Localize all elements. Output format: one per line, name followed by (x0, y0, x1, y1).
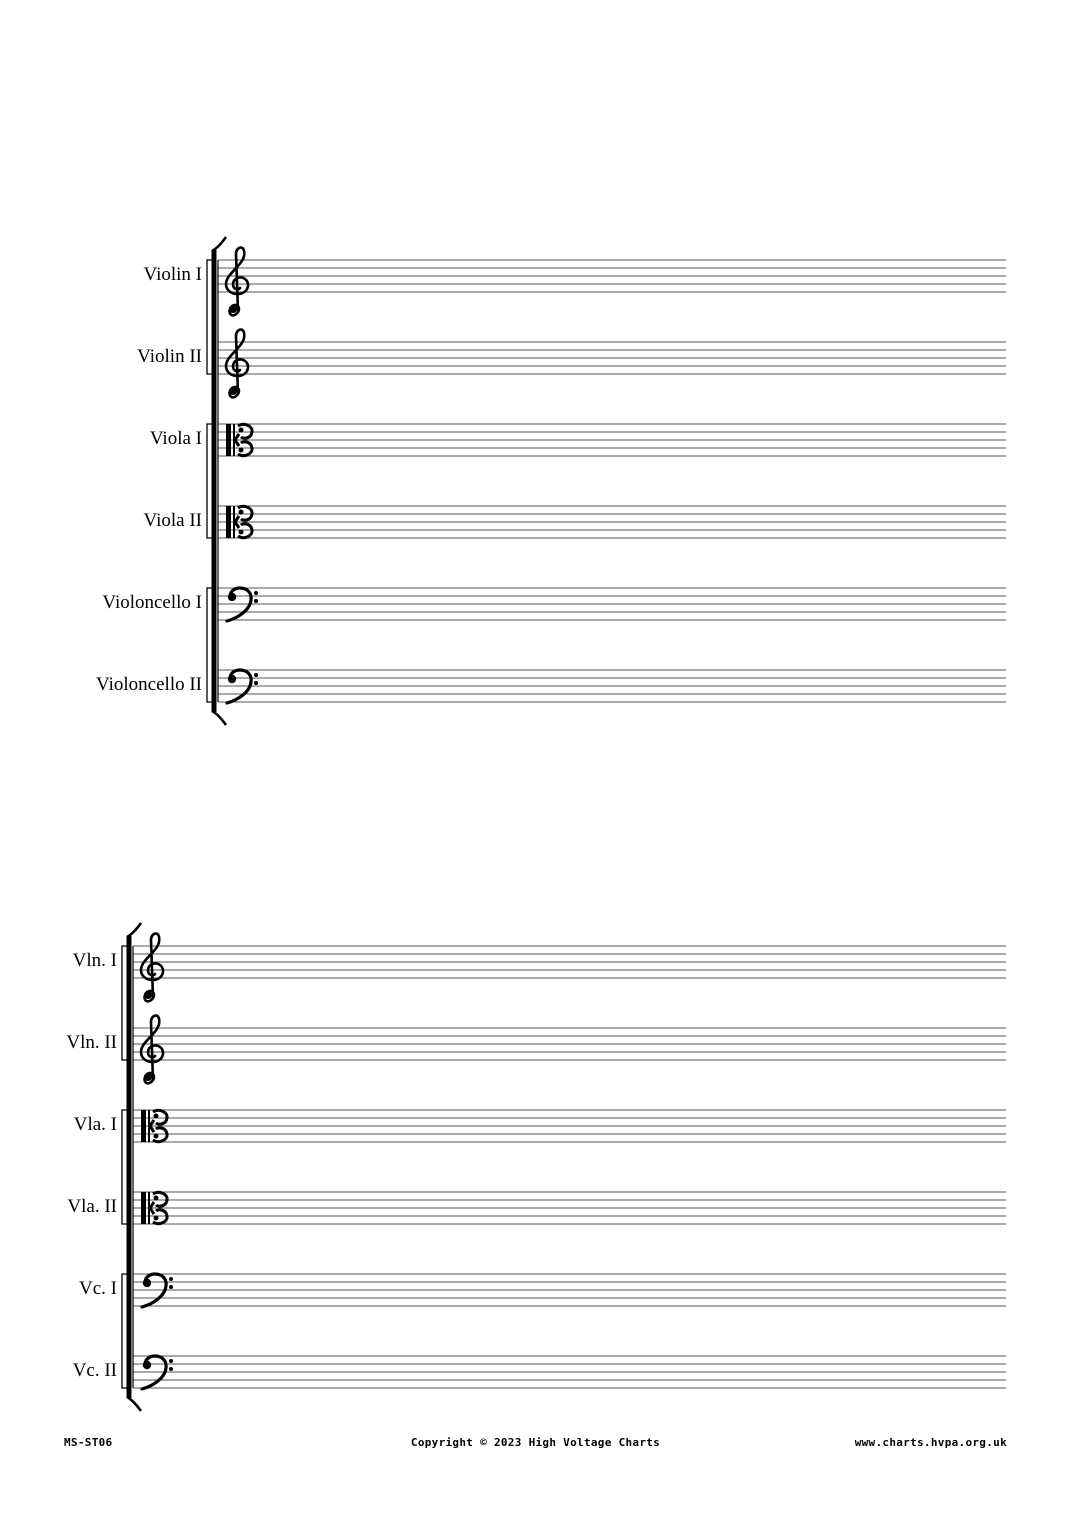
instrument-label: Violin I (143, 264, 202, 285)
instrument-label: Vla. II (67, 1196, 117, 1217)
bracket-top-hook (127, 923, 141, 937)
instrument-label: Vln. II (66, 1032, 117, 1053)
staff (66, 1016, 1006, 1084)
bracket-top-hook (212, 237, 226, 251)
instrument-label: Violoncello I (102, 592, 202, 613)
footer-url: www.charts.hvpa.org.uk (854, 1436, 1007, 1449)
staff (73, 1356, 1006, 1389)
staff (74, 1110, 1006, 1142)
staff (79, 1274, 1006, 1307)
instrument-label: Vla. I (73, 1114, 117, 1135)
staff-system-short-names (66, 923, 1006, 1411)
instrument-label: Violoncello II (96, 674, 202, 695)
staff (150, 424, 1006, 456)
staff (96, 670, 1006, 703)
instrument-label: Vln. I (72, 950, 117, 971)
bracket-bottom-hook (127, 1397, 141, 1411)
instrument-label: Vc. I (79, 1278, 117, 1299)
instrument-label: Viola II (143, 510, 202, 531)
staff (144, 248, 1007, 316)
staff (67, 1192, 1006, 1224)
footer-copyright: Copyright © 2023 High Voltage Charts (410, 1436, 661, 1449)
staff (73, 934, 1006, 1002)
treble-clef-icon (226, 330, 248, 398)
staff (102, 588, 1006, 621)
treble-clef-icon (141, 1016, 163, 1084)
treble-clef-icon (226, 248, 248, 316)
footer-code: MS-ST06 (64, 1436, 113, 1449)
instrument-label: Vc. II (72, 1360, 117, 1381)
staff (137, 330, 1006, 398)
staff-system-full-names (96, 237, 1006, 725)
staff (144, 506, 1006, 538)
instrument-label: Viola I (149, 428, 202, 449)
bracket-bottom-hook (212, 711, 226, 725)
treble-clef-icon (141, 934, 163, 1002)
instrument-label: Violin II (137, 346, 202, 367)
